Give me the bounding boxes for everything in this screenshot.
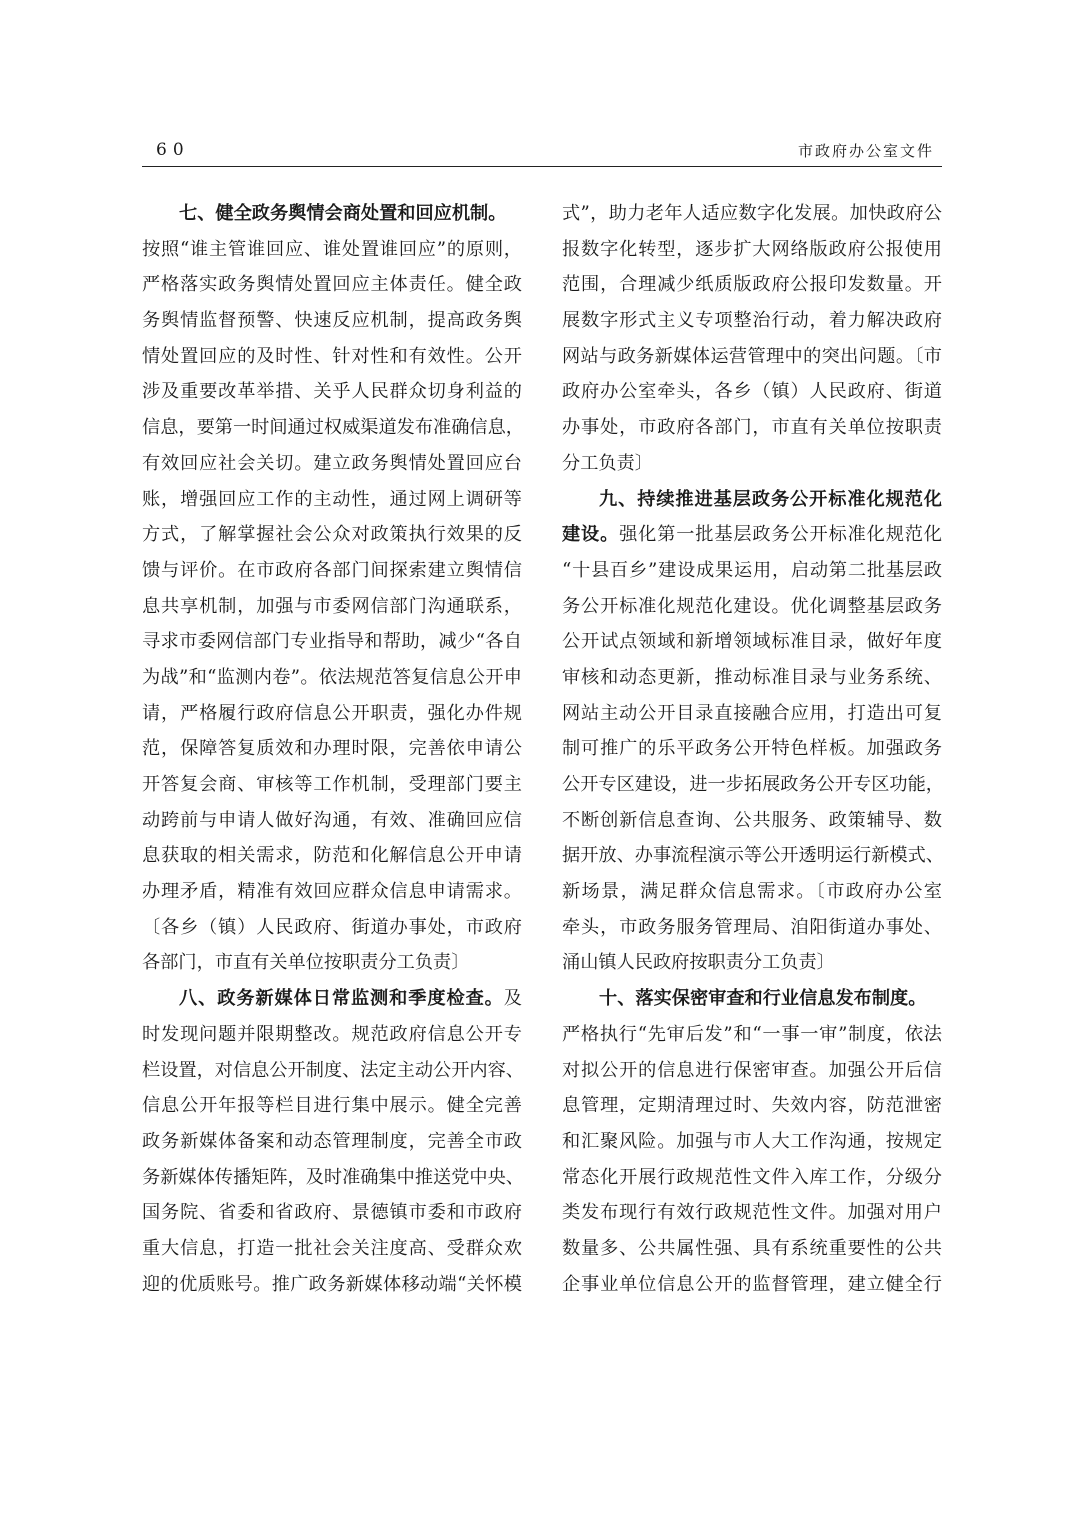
body-text-line: 常态化开展行政规范性文件入库工作，分级分 — [562, 1166, 942, 1188]
body-text-line: 栏设置，对信息公开制度、法定主动公开内容、 — [142, 1059, 524, 1081]
body-text-line: 务公开标准化规范化建设。优化调整基层政务 — [562, 595, 942, 617]
body-text-line: 政务新媒体备案和动态管理制度，完善全市政 — [142, 1130, 522, 1152]
body-text-line: “十县百乡”建设成果运用，启动第二批基层政 — [562, 559, 942, 581]
body-text-line: 政府办公室牵头，各乡（镇）人民政府、街道 — [562, 381, 942, 403]
section-heading-line: 建设。强化第一批基层政务公开标准化规范化 — [562, 524, 942, 546]
body-text-line: 对拟公开的信息进行保密审查。加强公开后信 — [562, 1059, 942, 1081]
body-text-line: 和汇聚风险。加强与市人大工作沟通，按规定 — [562, 1130, 942, 1152]
body-text-line: 寻求市委网信部门专业指导和帮助，减少“各自 — [142, 631, 522, 653]
body-text-line: 范围，合理减少纸质版政府公报印发数量。开 — [562, 274, 942, 296]
body-text-line: 严格执行“先审后发”和“一事一审”制度，依法 — [562, 1023, 942, 1045]
body-text-line: 式”，助力老年人适应数字化发展。加快政府公 — [562, 203, 942, 224]
body-text-line: 请，严格履行政府信息公开职责，强化办件规 — [142, 702, 522, 724]
body-text-line: 新场景，满足群众信息需求。〔市政府办公室 — [562, 881, 942, 903]
body-text-line: 务新媒体传播矩阵，及时准确集中推送党中央、 — [142, 1166, 524, 1188]
body-text-line: 牵头，市政务服务管理局、洎阳街道办事处、 — [562, 916, 942, 938]
body-text-line: 办理矛盾，精准有效回应群众信息申请需求。 — [142, 881, 522, 903]
body-text-line: 审核和动态更新，推动标准目录与业务系统、 — [562, 666, 942, 688]
body-text-line: 时发现问题并限期整改。规范政府信息公开专 — [142, 1023, 522, 1045]
body-text-line: 迎的优质账号。推广政务新媒体移动端“关怀模 — [142, 1273, 522, 1295]
left-column — [142, 196, 522, 1302]
body-text-line: 〔各乡（镇）人民政府、街道办事处，市政府 — [142, 916, 522, 938]
body-text-line: 按照“谁主管谁回应、谁处置谁回应”的原则， — [142, 238, 522, 260]
body-text-line: 制可推广的乐平政务公开特色样板。加强政务 — [562, 738, 942, 760]
body-text-line: 开答复会商、审核等工作机制，受理部门要主 — [142, 774, 522, 795]
section-heading-line: 十、落实保密审查和行业信息发布制度。 — [599, 988, 927, 1010]
body-text-line: 公开试点领域和新增领域标准目录，做好年度 — [562, 631, 942, 653]
body-text-line: 国务院、省委和省政府、景德镇市委和市政府 — [142, 1202, 522, 1224]
section-heading-line: 八、政务新媒体日常监测和季度检查。及 — [179, 988, 522, 1010]
body-text-line: 信息，要第一时间通过权威渠道发布准确信息， — [142, 417, 524, 439]
body-text-line: 办事处，市政府各部门，市直有关单位按职责 — [562, 417, 942, 439]
body-text-line: 各部门，市直有关单位按职责分工负责〕 — [142, 952, 470, 974]
body-text-line: 息获取的相关需求，防范和化解信息公开申请 — [142, 845, 522, 867]
body-text-line: 涉及重要改革举措、关乎人民群众切身利益的 — [142, 381, 522, 403]
section-heading-line: 九、持续推进基层政务公开标准化规范化 — [599, 488, 942, 510]
body-text-line: 网站与政务新媒体运营管理中的突出问题。〔市 — [562, 345, 942, 367]
page-header — [142, 136, 942, 167]
body-text-line: 馈与评价。在市政府各部门间探索建立舆情信 — [142, 559, 522, 581]
body-text-line: 息共享机制，加强与市委网信部门沟通联系， — [142, 595, 522, 617]
body-text-line: 公开专区建设，进一步拓展政务公开专区功能， — [562, 774, 944, 795]
body-text-line: 分工负责〕 — [562, 452, 653, 474]
body-text-line: 有效回应社会关切。建立政务舆情处置回应台 — [142, 452, 522, 474]
body-text-line: 范，保障答复质效和办理时限，完善依申请公 — [142, 738, 522, 760]
body-text-line: 不断创新信息查询、公共服务、政策辅导、数 — [562, 809, 942, 831]
right-column — [562, 196, 942, 1302]
body-text-line: 网站主动公开目录直接融合应用，打造出可复 — [562, 702, 942, 724]
body-text-line: 类发布现行有效行政规范性文件。加强对用户 — [562, 1202, 942, 1224]
body-text-line: 方式，了解掌握社会公众对政策执行效果的反 — [142, 524, 522, 546]
body-text-line: 展数字形式主义专项整治行动，着力解决政府 — [562, 310, 942, 332]
body-text-line: 动跨前与申请人做好沟通，有效、准确回应信 — [142, 809, 522, 831]
body-text-line: 息管理，定期清理过时、失效内容，防范泄密 — [562, 1095, 942, 1117]
document-title: 市政府办公室文件 — [797, 142, 934, 160]
body-text-line: 为战”和“监测内卷”。依法规范答复信息公开申 — [142, 666, 522, 688]
body-text-line: 重大信息，打造一批社会关注度高、受群众欢 — [142, 1237, 522, 1259]
section-heading-line: 七、健全政务舆情会商处置和回应机制。 — [179, 203, 507, 224]
body-text-line: 务舆情监督预警、快速反应机制，提高政务舆 — [142, 310, 522, 332]
body-text-line: 涌山镇人民政府按职责分工负责〕 — [562, 952, 835, 974]
page-number: 60 — [156, 140, 190, 160]
body-text-line: 严格落实政务舆情处置回应主体责任。健全政 — [142, 274, 522, 296]
body-text-line: 企事业单位信息公开的监督管理，建立健全行 — [562, 1273, 942, 1295]
body-text-line: 数量多、公共属性强、具有系统重要性的公共 — [562, 1237, 942, 1259]
body-text-line: 报数字化转型，逐步扩大网络版政府公报使用 — [562, 238, 942, 260]
body-text-line: 情处置回应的及时性、针对性和有效性。公开 — [142, 345, 522, 367]
body-text-line: 据开放、办事流程演示等公开透明运行新模式、 — [562, 845, 944, 867]
body-text-line: 信息公开年报等栏目进行集中展示。健全完善 — [142, 1095, 522, 1117]
body-text-line: 账，增强回应工作的主动性，通过网上调研等 — [142, 488, 522, 510]
